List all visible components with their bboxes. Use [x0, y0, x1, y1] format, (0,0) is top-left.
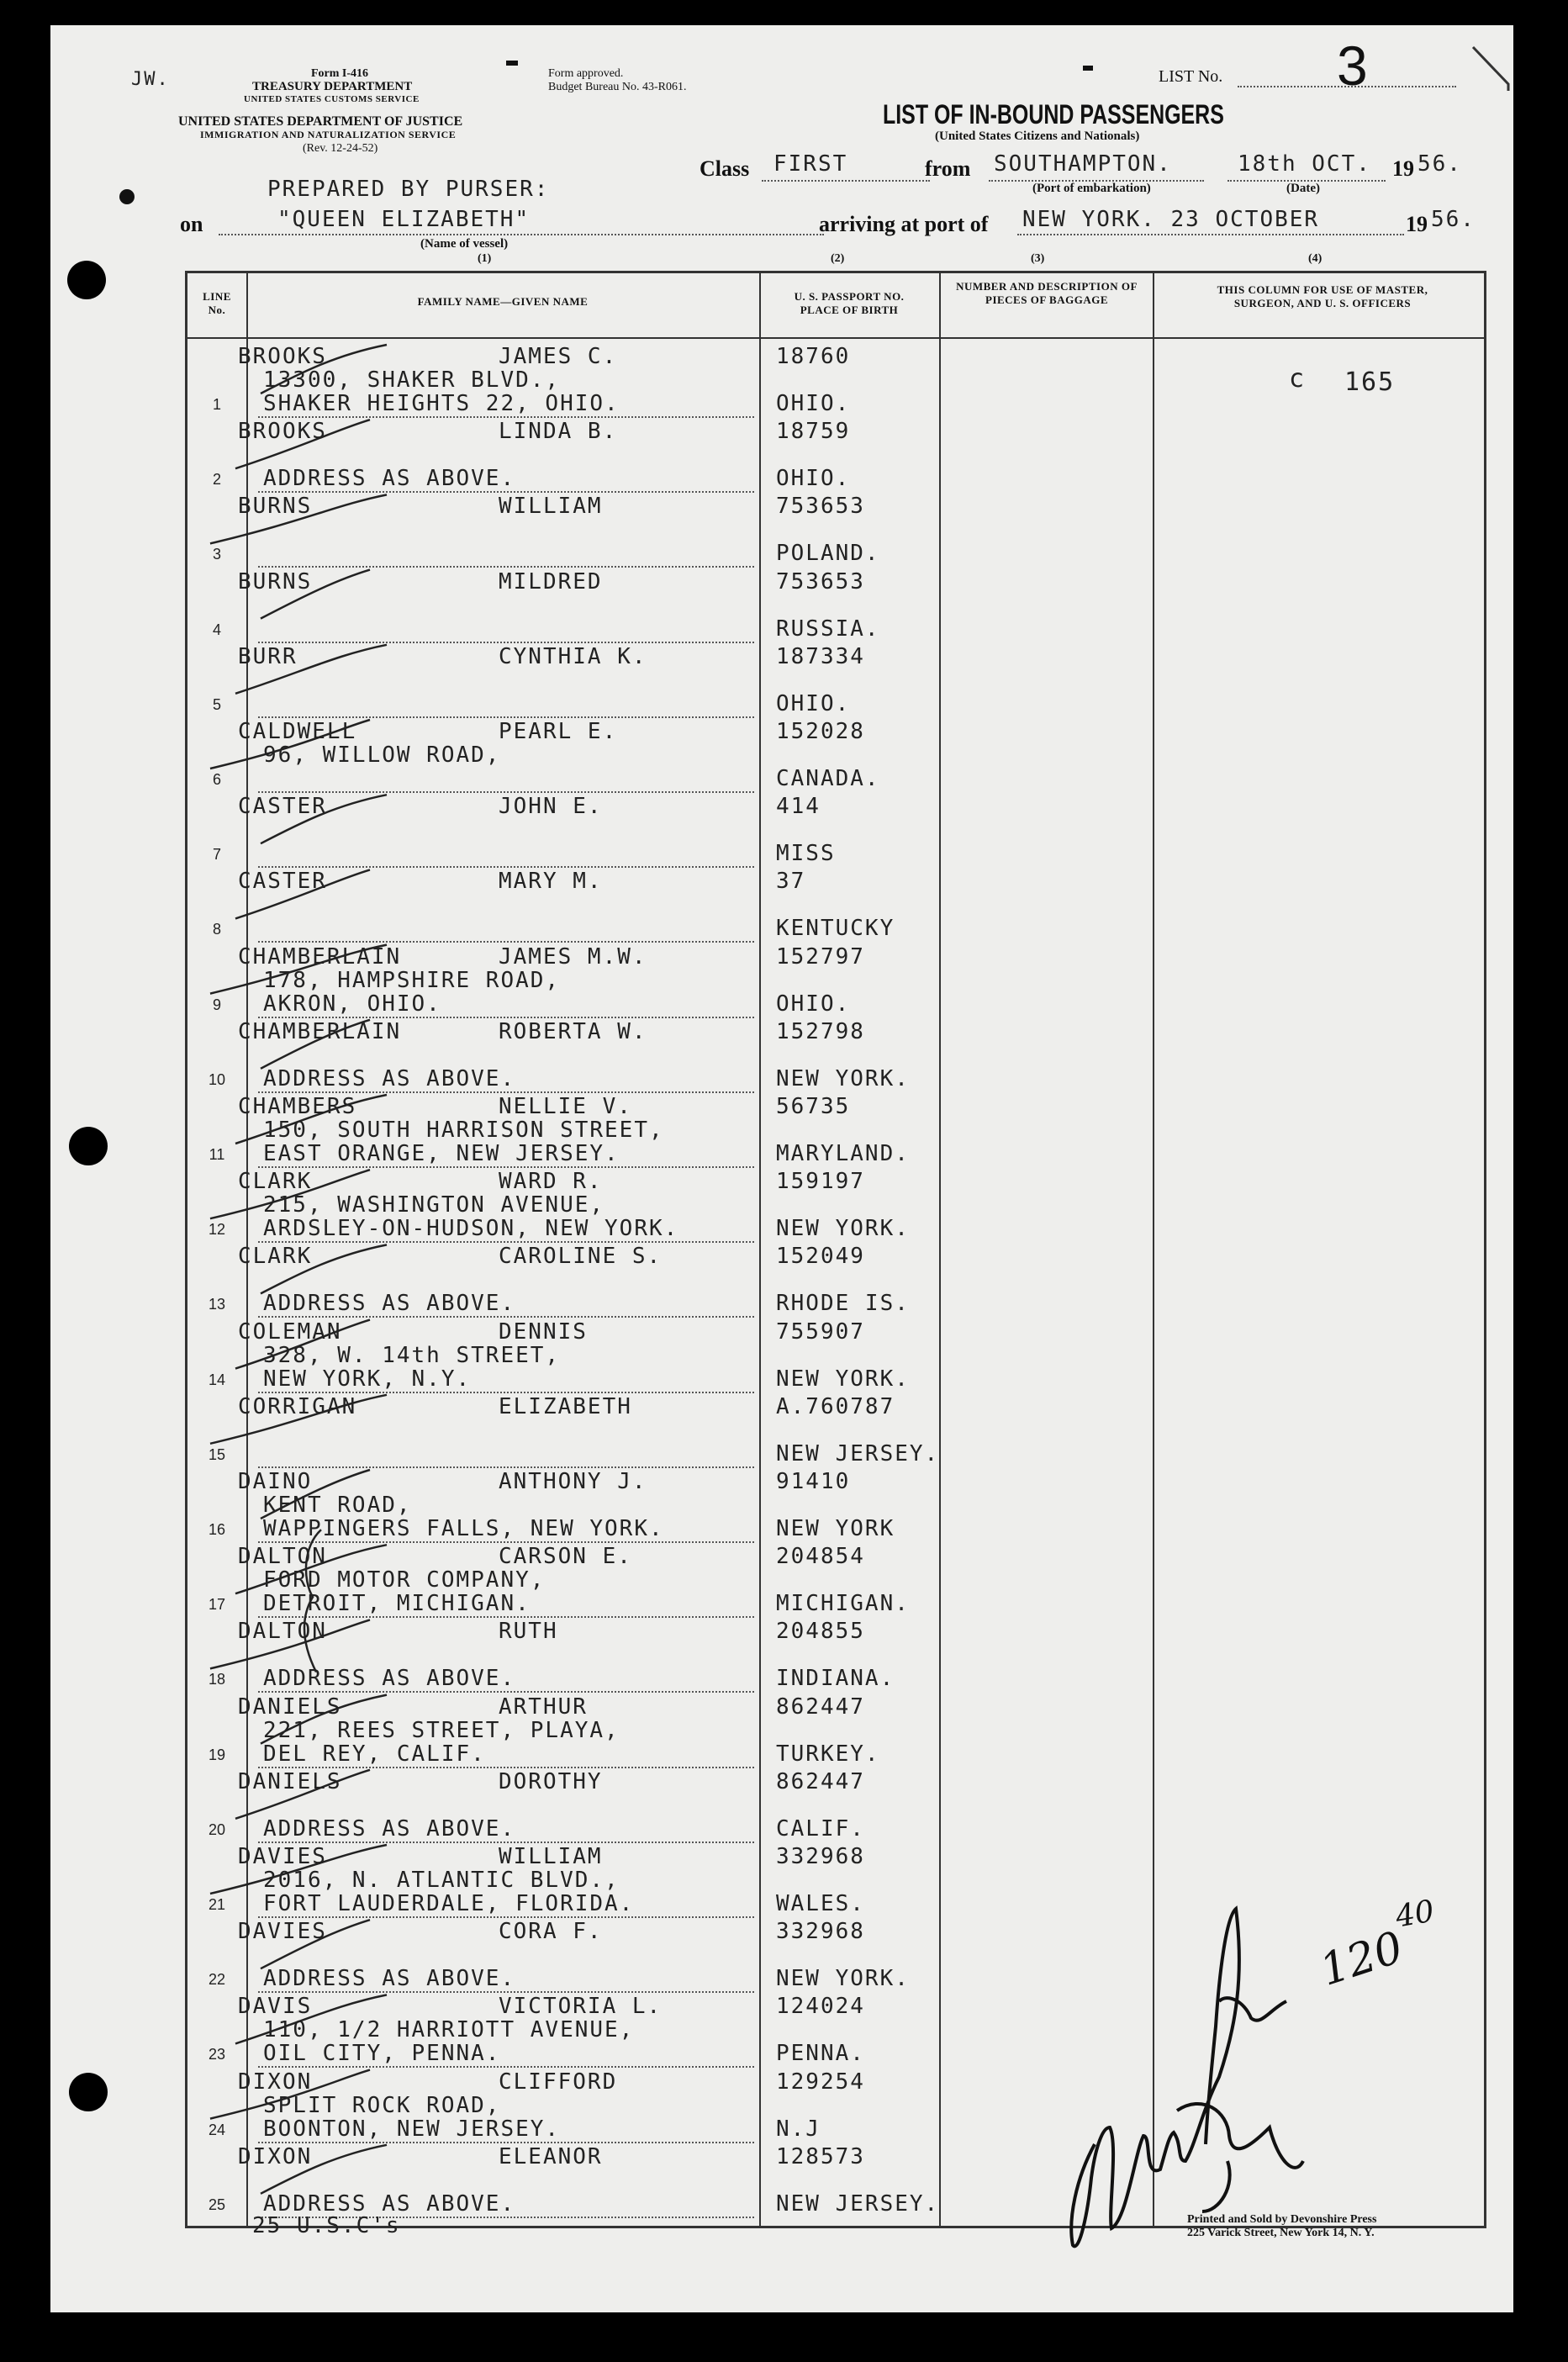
arrival-value: NEW YORK. 23 OCTOBER	[1022, 207, 1320, 232]
place-of-birth: MARYLAND.	[776, 1141, 910, 1166]
col-num-2: (2)	[831, 252, 845, 265]
line-number: 11	[209, 1146, 225, 1163]
check-stroke	[235, 420, 370, 468]
check-stroke	[261, 1695, 387, 1744]
given-name: JAMES C.	[499, 344, 618, 369]
check-stroke	[261, 1020, 370, 1069]
line-number: 3	[212, 546, 221, 563]
place-of-birth: OHIO.	[776, 391, 851, 416]
check-stroke	[210, 1395, 387, 1444]
given-name: ANTHONY J.	[499, 1469, 647, 1494]
line-number: 4	[212, 621, 221, 638]
address-line-2: SHAKER HEIGHTS 22, OHIO.	[263, 391, 620, 416]
check-stroke	[235, 869, 370, 918]
check-stroke	[261, 345, 387, 394]
place-of-birth: NEW YORK.	[776, 1216, 910, 1242]
family-name: CLARK	[238, 1169, 313, 1195]
line-number: 16	[208, 1521, 226, 1538]
address-line-2: ADDRESS AS ABOVE.	[263, 466, 516, 492]
passport-number: 56735	[776, 1094, 851, 1119]
family-name: CASTER	[238, 794, 327, 820]
passport-number: 152797	[776, 943, 865, 970]
passport-number: 332968	[776, 1844, 865, 1869]
family-name: CALDWELL	[238, 719, 357, 744]
passport-number: 37	[776, 869, 806, 895]
family-name: BURR	[238, 643, 298, 669]
address-line-2: WAPPINGERS FALLS, NEW YORK.	[263, 1516, 664, 1541]
passport-number: 91410	[776, 1469, 851, 1494]
address-line-2: OIL CITY, PENNA.	[263, 2041, 501, 2067]
check-stroke	[235, 1095, 387, 1144]
line-number: 25	[208, 2196, 226, 2213]
check-stroke	[210, 720, 370, 769]
passport-number: 204855	[776, 1619, 865, 1645]
passport-number: 18759	[776, 419, 851, 445]
given-name: PEARL E.	[499, 719, 618, 744]
place-of-birth: KENTUCKY	[776, 916, 895, 942]
given-name: WARD R.	[499, 1169, 603, 1195]
family-name: CHAMBERLAIN	[238, 943, 402, 970]
given-name: NELLIE V.	[499, 1094, 632, 1119]
address-line-2: FORT LAUDERDALE, FLORIDA.	[263, 1891, 635, 1916]
given-name: CYNTHIA K.	[499, 643, 647, 669]
vessel-value: "QUEEN ELIZABETH"	[277, 207, 531, 232]
passport-number: 862447	[776, 1694, 865, 1720]
passport-number: 152049	[776, 1244, 865, 1270]
form-revision: (Rev. 12-24-52)	[303, 142, 378, 155]
passport-number: 128573	[776, 2143, 865, 2169]
line-number: 14	[208, 1371, 226, 1388]
place-of-birth: CANADA.	[776, 766, 880, 791]
list-no-label: LIST No.	[1159, 67, 1223, 86]
place-of-birth: OHIO.	[776, 991, 851, 1017]
place-of-birth: RHODE IS.	[776, 1291, 910, 1317]
handwritten-annotation-sup: 40	[1392, 1894, 1438, 1935]
line-number: 24	[208, 2121, 226, 2138]
given-name: WILLIAM	[499, 1844, 603, 1869]
officer-mark: c	[1289, 364, 1307, 394]
bracket-mark	[304, 1530, 321, 1672]
family-name: DANIELS	[238, 1768, 342, 1794]
given-name: JAMES M.W.	[499, 943, 647, 970]
place-of-birth: CALIF.	[776, 1815, 865, 1842]
col-num-4: (4)	[1308, 252, 1323, 265]
line-number: 10	[208, 1070, 226, 1088]
page-subtitle: (United States Citizens and Nationals)	[935, 129, 1140, 143]
place-of-birth: NEW YORK.	[776, 1366, 910, 1392]
place-of-birth: MISS	[776, 841, 836, 867]
col-num-3: (3)	[1031, 252, 1045, 265]
immigration-service: IMMIGRATION AND NATURALIZATION SERVICE	[200, 129, 457, 140]
family-name: BROOKS	[238, 344, 327, 369]
given-name: DOROTHY	[499, 1768, 603, 1794]
family-name: CHAMBERS	[238, 1094, 357, 1119]
place-of-birth: NEW YORK.	[776, 1966, 910, 1992]
address-line-1: 328, W. 14th STREET,	[263, 1342, 561, 1368]
place-of-birth: NEW YORK	[776, 1516, 895, 1541]
address-line-1: 178, HAMPSHIRE ROAD,	[263, 967, 561, 993]
address-line-2: ADDRESS AS ABOVE.	[263, 1065, 516, 1091]
line-number: 17	[208, 1596, 226, 1614]
vessel-caption: (Name of vessel)	[420, 237, 509, 251]
port-embark-caption: (Port of embarkation)	[1032, 182, 1151, 195]
passport-number: 204854	[776, 1544, 865, 1570]
class-label: Class	[700, 156, 750, 181]
passport-number: 332968	[776, 1919, 865, 1945]
address-line-2: EAST ORANGE, NEW JERSEY.	[263, 1141, 620, 1166]
check-stroke	[210, 945, 387, 994]
line-number: 2	[212, 471, 221, 489]
on-label: on	[180, 212, 203, 236]
place-of-birth: N.J	[776, 2116, 821, 2142]
place-of-birth: OHIO.	[776, 690, 851, 716]
clerk-initials: JW.	[131, 69, 170, 90]
given-name: MILDRED	[499, 568, 603, 594]
line-number: 5	[212, 695, 221, 713]
passport-number: A.760787	[776, 1393, 895, 1419]
line-number: 20	[208, 1820, 226, 1838]
family-name: BURNS	[238, 494, 313, 520]
address-line-1: 150, SOUTH HARRISON STREET,	[263, 1118, 664, 1143]
check-stroke	[210, 2070, 370, 2119]
form-number: Form I-416	[311, 67, 369, 80]
check-stroke	[210, 494, 387, 543]
address-line-1: KENT ROAD,	[263, 1493, 412, 1518]
family-name: COLEMAN	[238, 1318, 342, 1345]
given-name: CLIFFORD	[499, 2069, 618, 2095]
family-name: DANIELS	[238, 1694, 342, 1720]
list-no-value: 3	[1337, 34, 1368, 97]
line-number: 13	[208, 1296, 226, 1313]
officer-note: 165	[1344, 367, 1396, 397]
check-stroke	[261, 1920, 370, 1968]
address-line-2: DETROIT, MICHIGAN.	[263, 1591, 531, 1617]
treasury-department: TREASURY DEPARTMENT	[252, 80, 413, 93]
address-line-2: NEW YORK, N.Y.	[263, 1366, 472, 1392]
col-header-name: FAMILY NAME—GIVEN NAME	[417, 295, 589, 308]
passport-number: 755907	[776, 1318, 865, 1345]
line-number: 15	[208, 1445, 226, 1463]
check-stroke	[261, 1470, 370, 1519]
from-label: from	[925, 156, 971, 181]
place-of-birth: INDIANA.	[776, 1666, 895, 1692]
line-number: 6	[212, 771, 221, 788]
family-name: DAVIES	[238, 1919, 327, 1945]
family-name: DALTON	[238, 1619, 327, 1645]
address-line-1: 2016, N. ATLANTIC BLVD.,	[263, 1868, 620, 1893]
date-caption: (Date)	[1286, 182, 1320, 195]
check-stroke	[210, 1845, 387, 1894]
passport-number: 187334	[776, 643, 865, 669]
passport-number: 152798	[776, 1018, 865, 1044]
given-name: JOHN E.	[499, 794, 603, 820]
given-name: RUTH	[499, 1619, 558, 1645]
family-name: DIXON	[238, 2069, 313, 2095]
place-of-birth: NEW YORK.	[776, 1065, 910, 1091]
year-prefix-2: 19	[1406, 212, 1428, 236]
passport-number: 152028	[776, 719, 865, 744]
place-of-birth: PENNA.	[776, 2041, 865, 2067]
handwritten-signature	[1017, 1858, 1337, 2254]
passport-number: 124024	[776, 1994, 865, 2020]
passport-number: 129254	[776, 2069, 865, 2095]
family-name: CORRIGAN	[238, 1393, 357, 1419]
passport-number: 862447	[776, 1768, 865, 1794]
check-stroke	[235, 1545, 387, 1593]
manifest-sheet	[50, 25, 1513, 2312]
address-line-1: 215, WASHINGTON AVENUE,	[263, 1192, 605, 1218]
col-header-officers: THIS COLUMN FOR USE OF MASTER, SURGEON, AND U. S. OFFICERS	[1217, 283, 1428, 309]
given-name: CORA F.	[499, 1919, 603, 1945]
address-line-2: DEL REY, CALIF.	[263, 1741, 486, 1767]
customs-service: UNITED STATES CUSTOMS SERVICE	[244, 94, 420, 104]
given-name: ELIZABETH	[499, 1393, 632, 1419]
check-stroke	[261, 1244, 387, 1293]
check-stroke	[235, 645, 387, 694]
col-num-1: (1)	[478, 252, 492, 265]
family-name: CHAMBERLAIN	[238, 1018, 402, 1044]
place-of-birth: NEW JERSEY.	[776, 1440, 940, 1466]
family-name: DAINO	[238, 1469, 313, 1494]
address-line-1: 13300, SHAKER BLVD.,	[263, 367, 561, 393]
family-name: DAVIS	[238, 1994, 313, 2020]
line-number: 19	[208, 1746, 226, 1763]
year-prefix-1: 19	[1392, 156, 1414, 181]
address-line-1: FORD MOTOR COMPANY,	[263, 1567, 546, 1593]
col-header-passport: U. S. PASSPORT NO. PLACE OF BIRTH	[794, 290, 905, 316]
family-name: BROOKS	[238, 419, 327, 445]
from-value: SOUTHAMPTON.	[994, 151, 1172, 177]
check-stroke	[210, 1170, 370, 1218]
date-value: 18th OCT.	[1238, 151, 1371, 177]
line-number: 12	[208, 1221, 226, 1239]
line-number: 22	[208, 1971, 226, 1989]
footer-total: 25 U.S.C's	[252, 2213, 401, 2238]
footer-printer-address: 225 Varick Street, New York 14, N. Y.	[1187, 2227, 1375, 2239]
address-line-2: ADDRESS AS ABOVE.	[263, 1291, 516, 1317]
given-name: WILLIAM	[499, 494, 603, 520]
prepared-by: PREPARED BY PURSER:	[267, 177, 550, 202]
place-of-birth: MICHIGAN.	[776, 1591, 910, 1617]
given-name: ROBERTA W.	[499, 1018, 647, 1044]
line-number: 1	[212, 396, 221, 413]
given-name: ELEANOR	[499, 2143, 603, 2169]
line-number: 8	[212, 921, 221, 938]
address-line-1: SPLIT ROCK ROAD,	[263, 2092, 501, 2118]
address-line-1: 96, WILLOW ROAD,	[263, 742, 501, 768]
given-name: MARY M.	[499, 869, 603, 895]
address-line-2: ADDRESS AS ABOVE.	[263, 2190, 516, 2217]
passport-number: 18760	[776, 344, 851, 369]
form-approved: Form approved.	[548, 67, 624, 80]
passport-number: 159197	[776, 1169, 865, 1195]
passport-number: 753653	[776, 494, 865, 520]
address-line-2: BOONTON, NEW JERSEY.	[263, 2116, 561, 2142]
page-title: LIST OF IN-BOUND PASSENGERS	[883, 99, 1224, 129]
given-name: LINDA B.	[499, 419, 618, 445]
line-number: 23	[208, 2046, 226, 2063]
class-value: FIRST	[773, 151, 848, 177]
passport-number: 753653	[776, 568, 865, 594]
budget-bureau: Budget Bureau No. 43-R061.	[548, 81, 687, 93]
check-stroke	[235, 1995, 387, 2043]
check-stroke	[261, 570, 370, 619]
address-line-1: 221, REES STREET, PLAYA,	[263, 1717, 620, 1743]
check-stroke	[210, 1620, 370, 1668]
place-of-birth: OHIO.	[776, 466, 851, 492]
family-name: CASTER	[238, 869, 327, 895]
place-of-birth: NEW JERSEY.	[776, 2190, 940, 2217]
address-line-2: AKRON, OHIO.	[263, 991, 441, 1017]
family-name: BURNS	[238, 568, 313, 594]
address-line-2: ARDSLEY-ON-HUDSON, NEW YORK.	[263, 1216, 679, 1242]
check-stroke	[235, 1770, 370, 1819]
place-of-birth: RUSSIA.	[776, 616, 880, 642]
year-value-1: 56.	[1418, 151, 1462, 177]
address-line-2: ADDRESS AS ABOVE.	[263, 1966, 516, 1992]
given-name: DENNIS	[499, 1318, 588, 1345]
given-name: VICTORIA L.	[499, 1994, 663, 2020]
check-stroke	[261, 795, 387, 843]
col-header-line-no: LINE No.	[203, 290, 231, 316]
check-stroke	[235, 1320, 370, 1369]
address-line-2: ADDRESS AS ABOVE.	[263, 1815, 516, 1842]
address-line-1: 110, 1/2 HARRIOTT AVENUE,	[263, 2017, 635, 2043]
family-name: DALTON	[238, 1544, 327, 1570]
footer-printer: Printed and Sold by Devonshire Press	[1187, 2213, 1377, 2226]
arriving-label: arriving at port of	[819, 212, 989, 236]
line-number: 18	[208, 1671, 226, 1688]
col-header-baggage: NUMBER AND DESCRIPTION OF PIECES OF BAGGAGE	[956, 280, 1138, 306]
address-line-2: ADDRESS AS ABOVE.	[263, 1666, 516, 1692]
given-name: CARSON E.	[499, 1544, 632, 1570]
year-value-2: 56.	[1431, 207, 1476, 232]
check-stroke	[261, 2145, 387, 2194]
family-name: DAVIES	[238, 1844, 327, 1869]
line-number: 9	[212, 996, 221, 1013]
place-of-birth: TURKEY.	[776, 1741, 880, 1767]
handwritten-annotation: 120	[1314, 1922, 1410, 1996]
given-name: ARTHUR	[499, 1694, 588, 1720]
line-number: 21	[208, 1896, 226, 1913]
family-name: CLARK	[238, 1244, 313, 1270]
line-number: 7	[212, 846, 221, 864]
place-of-birth: POLAND.	[776, 541, 880, 567]
justice-department: UNITED STATES DEPARTMENT OF JUSTICE	[178, 114, 463, 129]
given-name: CAROLINE S.	[499, 1244, 663, 1270]
passport-number: 414	[776, 794, 821, 820]
family-name: DIXON	[238, 2143, 313, 2169]
place-of-birth: WALES.	[776, 1891, 865, 1916]
